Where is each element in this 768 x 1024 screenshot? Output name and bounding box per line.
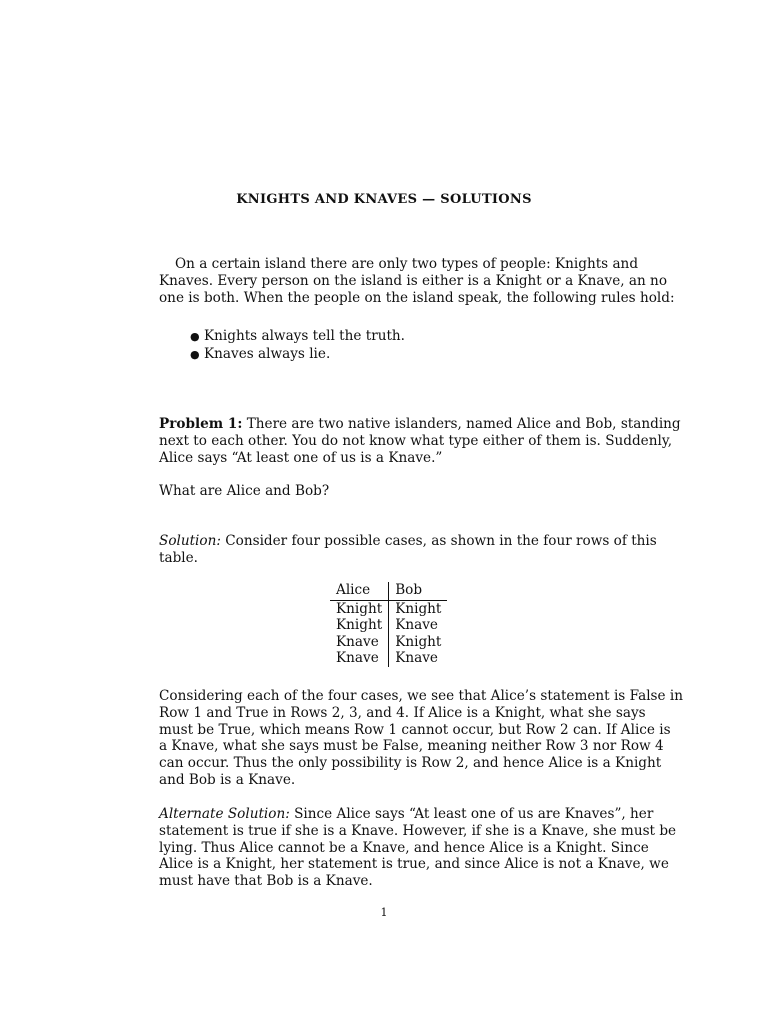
solution-paragraph [159,533,657,567]
alternate-first-line [159,806,654,823]
analysis-line: Considering each of the four cases, we see that Alice’s statement is False in [159,688,683,704]
analysis-line: a Knave, what she says must be False, meaning neither Row 3 nor Row 4 [159,738,664,755]
alternate-line: lying. Thus Alice cannot be a Knave, and hence Alice is a Knight. Since [159,839,649,856]
table-cell: Knave [330,650,389,667]
table-cell: Knave [395,650,438,667]
alternate-text: Since Alice says “At least one of us are Knaves”, her [289,806,654,822]
analysis-line: Row 1 and True in Rows 2, 3, and 4. If Alice is a Knight, what she says [159,704,646,721]
solution-line: table. [159,549,198,566]
problem-1-question [159,483,609,500]
problem-1-label: Problem 1: [159,416,243,432]
column-header-bob: Bob [389,582,448,600]
bullet-icon: ● [190,330,200,343]
analysis-line: can occur. Thus the only possibility is Row 2, and hence Alice is a Knight [159,755,662,772]
table-row [330,600,447,617]
intro-line: On a certain island there are only two types of people: Knights and [175,256,639,272]
problem-1-text: There are two native islanders, named Alice and Bob, standing [242,416,681,432]
alternate-line: statement is true if she is a Knave. However, if she is a Knave, she must be [159,822,677,839]
problem-1-paragraph [159,416,681,466]
page-number: 1 [380,906,388,919]
alternate-solution-paragraph [159,806,677,890]
alternate-label: Alternate Solution: [159,806,290,822]
table-cell: Knight [330,600,389,617]
intro-line: Knaves. Every person on the island is either is a Knight or a Knave, an no [159,272,668,289]
cases-table [330,582,447,667]
table-cell: Knave [330,634,389,651]
solution-label: Solution: [159,533,221,549]
table-cell: Knight [395,600,442,617]
rule-item [190,328,405,346]
rule-text: Knights always tell the truth. [204,328,406,344]
solution-first-line [159,533,657,550]
intro-paragraph [159,256,675,306]
solution-text: Consider four possible cases, as shown in the four rows of this [220,533,657,549]
question-text: What are Alice and Bob? [159,483,330,499]
alternate-line: Alice is a Knight, her statement is true, and since Alice is not a Knave, we [159,856,669,873]
table-cell: Knight [330,617,389,634]
rule-text: Knaves always lie. [204,345,331,362]
table-row [330,634,447,651]
column-header-alice: Alice [330,582,389,600]
analysis-line: must be True, which means Row 1 cannot occur, but Row 2 can. If Alice is [159,721,671,738]
analysis-paragraph [159,688,683,789]
problem-1-first-line [159,416,681,433]
bullet-icon: ● [190,347,200,361]
intro-line: one is both. When the people on the island speak, the following rules hold: [159,289,675,306]
rules-list [190,328,405,364]
rule-item [190,346,405,364]
table-row [330,650,447,667]
table-header-row [330,582,447,600]
analysis-line: and Bob is a Knave. [159,771,296,788]
table-cell: Knight [395,633,442,650]
table-cell: Knave [395,617,438,634]
problem-1-line: next to each other. You do not know what type either of them is. Suddenly, [159,432,673,449]
page-title: KNIGHTS AND KNAVES — SOLUTIONS [236,192,532,207]
table-row [330,617,447,634]
problem-1-line: Alice says “At least one of us is a Knave.” [159,449,443,466]
alternate-line: must have that Bob is a Knave. [159,873,373,890]
